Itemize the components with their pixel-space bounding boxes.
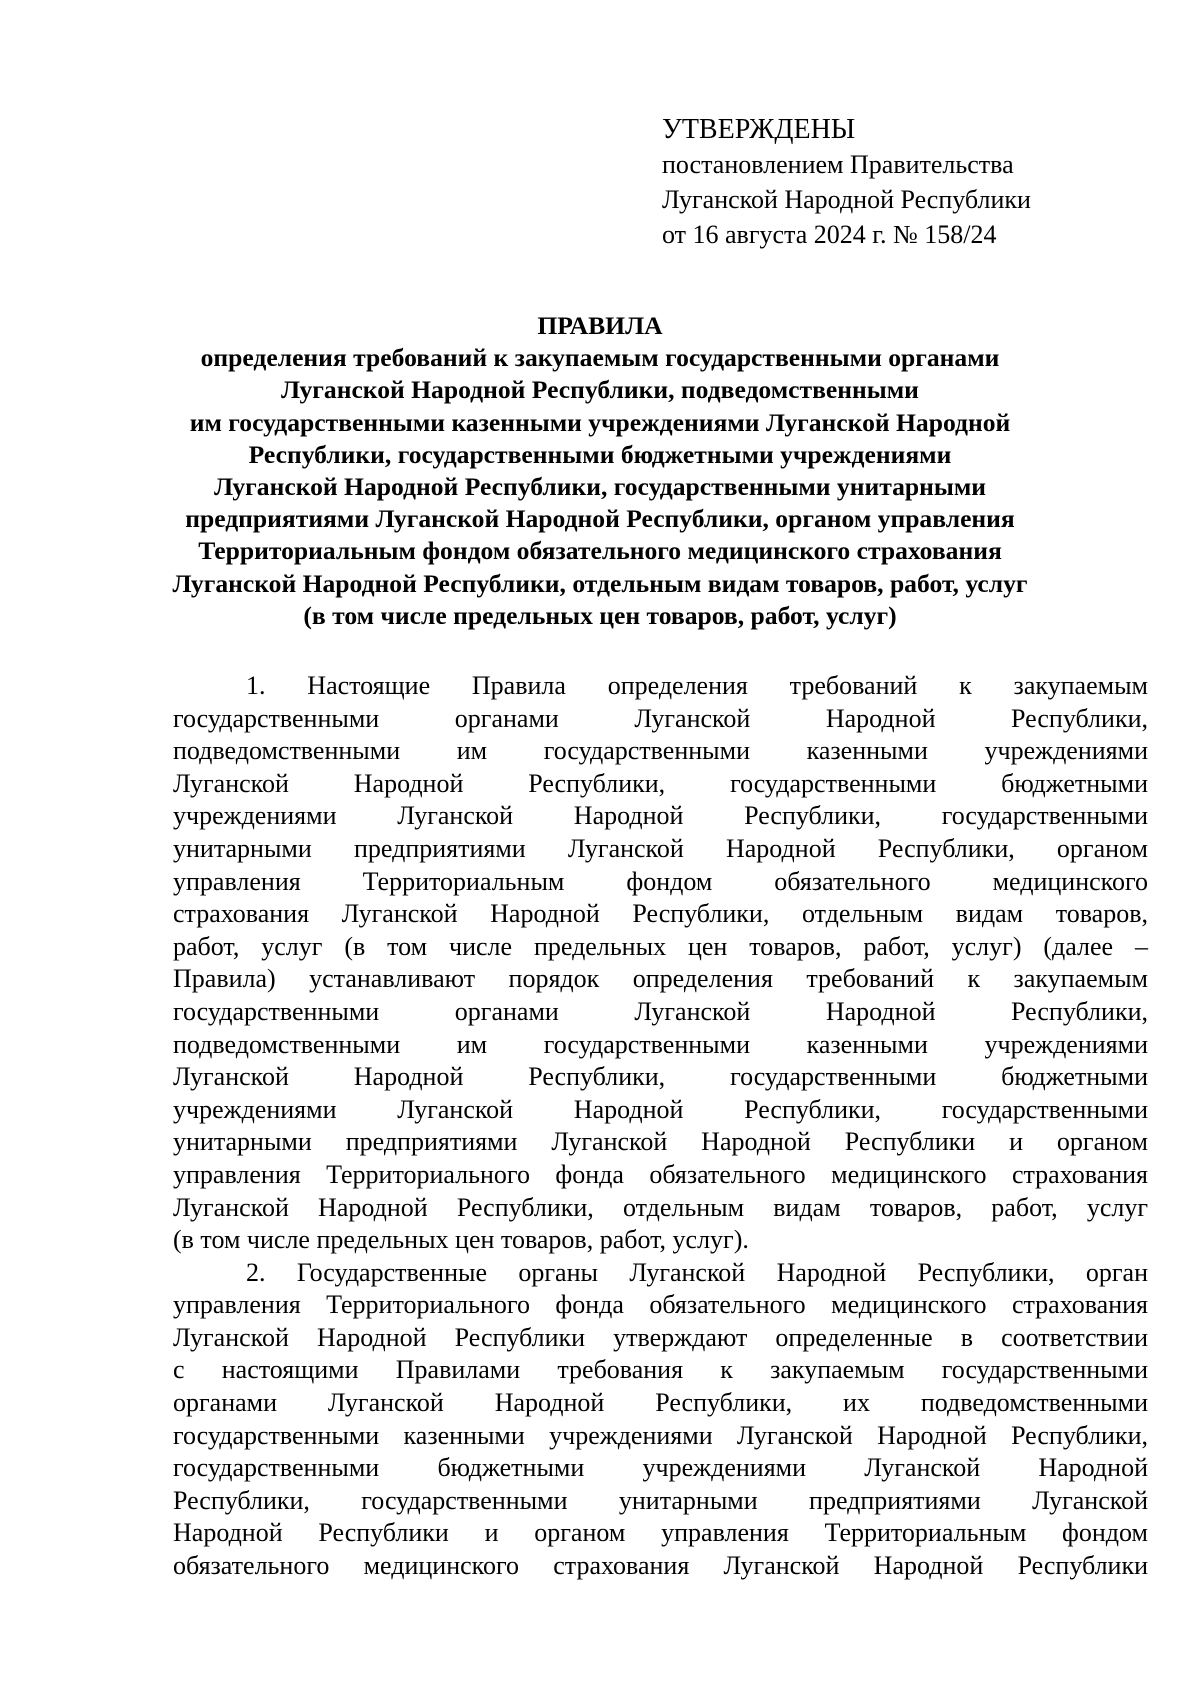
paragraph-line: государственными органами Луганской Народной Республики, bbox=[173, 703, 1148, 733]
paragraph-line: 2. Государственные органы Луганской Народной Республики, орган bbox=[246, 1257, 1148, 1287]
paragraph-line: с настоящими Правилами требования к закупаемым государственными bbox=[173, 1355, 1148, 1385]
paragraph-line: управления Территориальным фондом обязательного медицинского bbox=[173, 866, 1148, 896]
paragraph-line: Луганской Народной Республики, государственными бюджетными bbox=[173, 768, 1148, 798]
document-body bbox=[173, 670, 1148, 1583]
paragraph-line: управления Территориального фонда обязательного медицинского страхования bbox=[173, 1290, 1148, 1320]
paragraph-line: Луганской Народной Республики утверждают определенные в соответствии bbox=[173, 1322, 1148, 1352]
paragraph-line: подведомственными им государственными казенными учреждениями bbox=[173, 736, 1148, 766]
paragraph-line: Луганской Народной Республики, отдельным видам товаров, работ, услуг bbox=[173, 1192, 1148, 1222]
paragraph-line: (в том числе предельных цен товаров, работ, услуг). bbox=[173, 1225, 749, 1255]
paragraph-line: 1. Настоящие Правила определения требований к закупаемым bbox=[246, 671, 1148, 700]
paragraph-line: Народной Республики и органом управления Территориальным фондом bbox=[173, 1518, 1148, 1548]
document-title bbox=[100, 310, 1100, 632]
paragraph-line: государственными казенными учреждениями Луганской Народной Республики, bbox=[173, 1420, 1148, 1450]
paragraph-line: унитарными предприятиями Луганской Народной Республики, органом bbox=[173, 833, 1148, 863]
approval-block bbox=[662, 112, 1031, 252]
paragraph-line: подведомственными им государственными казенными учреждениями bbox=[173, 1029, 1148, 1059]
paragraph-line: обязательного медицинского страхования Луганской Народной Республики bbox=[173, 1551, 1148, 1581]
title-line: Луганской Народной Республики, государственными унитарными bbox=[213, 472, 987, 502]
paragraph-2 bbox=[173, 1257, 1148, 1583]
paragraph-line: государственными бюджетными учреждениями Луганской Народной bbox=[173, 1453, 1148, 1483]
paragraph-line: унитарными предприятиями Луганской Народной Республики и органом bbox=[173, 1127, 1148, 1157]
paragraph-line: учреждениями Луганской Народной Республики, государственными bbox=[173, 1094, 1148, 1124]
title-line: определения требований к закупаемым государственными органами bbox=[200, 343, 1000, 373]
title-heading: ПРАВИЛА bbox=[537, 311, 663, 340]
paragraph-1 bbox=[173, 670, 1148, 1257]
paragraph-line: управления Территориального фонда обязательного медицинского страхования bbox=[173, 1159, 1148, 1189]
approval-line: постановлением Правительства bbox=[662, 150, 1014, 179]
title-line: Территориальным фондом обязательного медицинского страхования bbox=[198, 536, 1002, 566]
approval-line: от 16 августа 2024 г. № 158/24 bbox=[662, 220, 997, 249]
paragraph-line: государственными органами Луганской Народной Республики, bbox=[173, 996, 1148, 1026]
title-line: Луганской Народной Республики, отдельным видам товаров, работ, услуг bbox=[172, 568, 1028, 598]
title-line: Луганской Народной Республики, подведомственными bbox=[281, 375, 919, 405]
paragraph-line: Правила) устанавливают порядок определения требований к закупаемым bbox=[173, 964, 1148, 994]
approval-heading: УТВЕРЖДЕНЫ bbox=[662, 114, 856, 145]
paragraph-line: работ, услуг (в том числе предельных цен товаров, работ, услуг) (далее – bbox=[173, 931, 1148, 961]
title-line: им государственными казенными учреждениями Луганской Народной bbox=[189, 407, 1011, 437]
approval-line: Луганской Народной Республики bbox=[662, 185, 1031, 214]
title-line: предприятиями Луганской Народной Республики, органом управления bbox=[185, 504, 1015, 534]
paragraph-line: учреждениями Луганской Народной Республики, государственными bbox=[173, 801, 1148, 831]
paragraph-line: органами Луганской Народной Республики, их подведомственными bbox=[173, 1388, 1148, 1418]
title-line: (в том числе предельных цен товаров, работ, услуг) bbox=[303, 600, 897, 630]
paragraph-line: страхования Луганской Народной Республики, отдельным видам товаров, bbox=[173, 899, 1148, 929]
paragraph-line: Республики, государственными унитарными предприятиями Луганской bbox=[173, 1485, 1148, 1515]
title-line: Республики, государственными бюджетными учреждениями bbox=[248, 439, 952, 469]
paragraph-line: Луганской Народной Республики, государственными бюджетными bbox=[173, 1062, 1148, 1092]
